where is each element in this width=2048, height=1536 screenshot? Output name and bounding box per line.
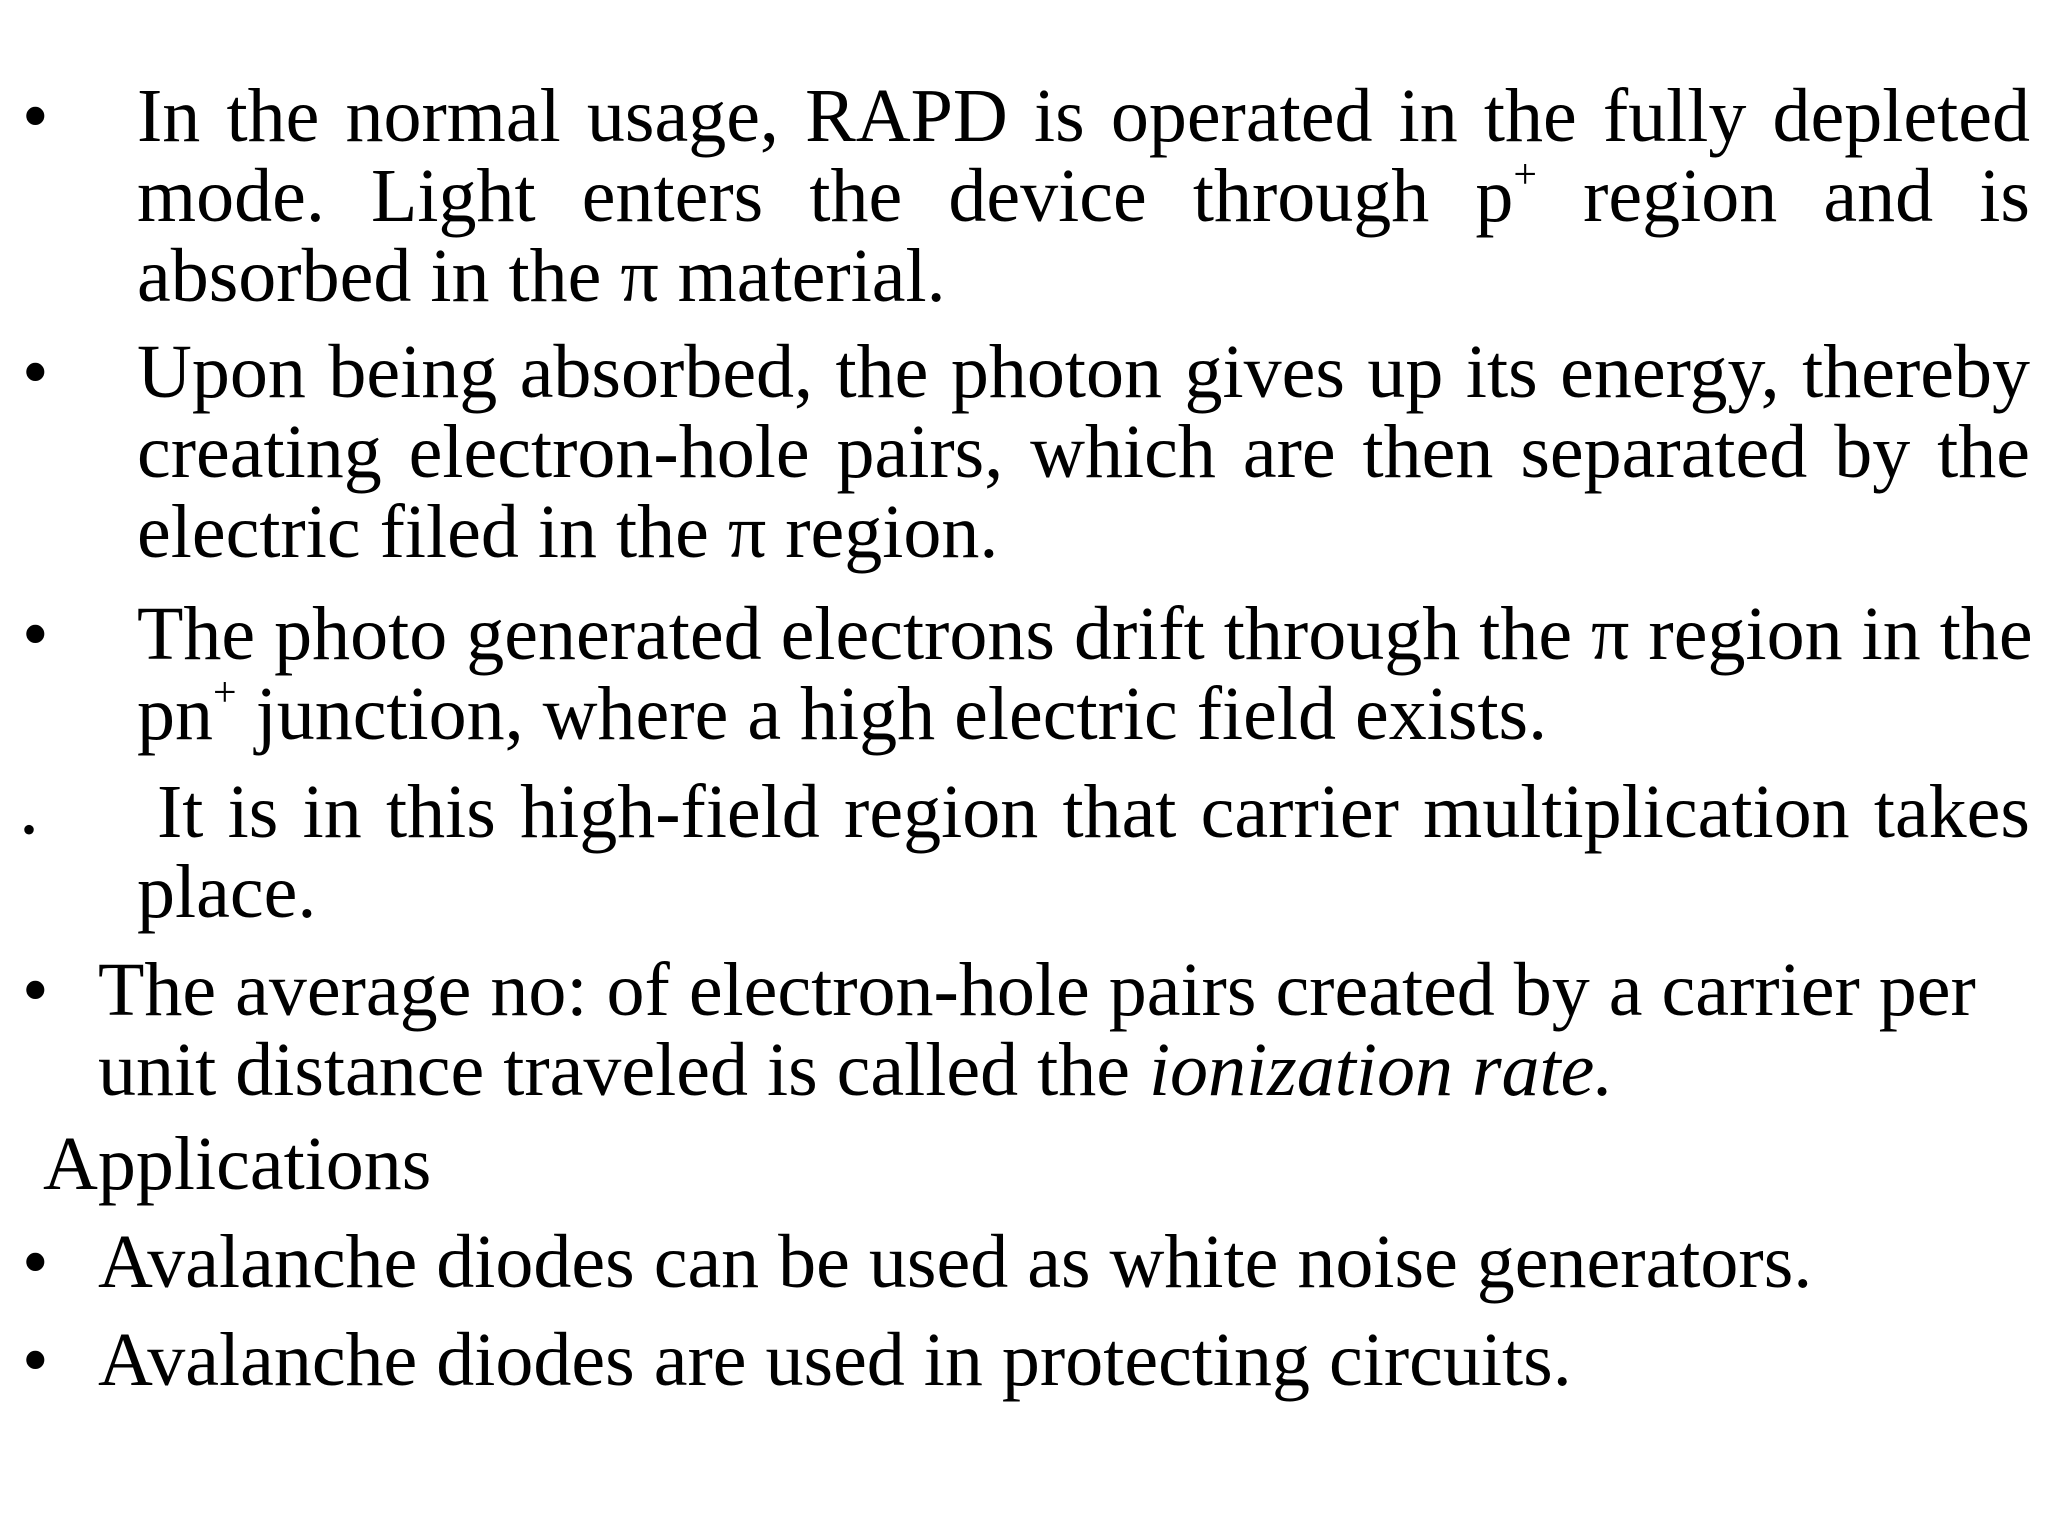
bullet-5-line-2: unit distance traveled is called the ionization rate. [98,1028,1614,1112]
bullet-1-line-3: absorbed in the π material. [137,234,946,318]
applications-heading: Applications [43,1122,432,1206]
bullet-3-line-2: pn+ junction, where a high electric field exists. [137,670,1548,756]
bullet-2-line-2: creating electron-hole pairs, which are then separated by the [137,410,2030,494]
application-item-2 [22,1320,2030,1400]
bullet-item-2 [22,332,2030,572]
bullet-item-1 [22,76,2030,316]
bullet-4-line-1: It is in this high-field region that carrier multiplication takes [157,770,2030,854]
bullet-item-5 [22,950,2030,1110]
ionization-rate-term: ionization rate. [1148,1028,1614,1112]
bullet-icon: • [22,1318,49,1402]
application-1-text: Avalanche diodes can be used as white noise generators. [98,1220,1813,1304]
bullet-2-line-3: electric filed in the π region. [137,490,999,574]
bullet-icon: • [22,807,37,852]
bullet-icon: • [22,1220,49,1304]
bullet-2-line-1: Upon being absorbed, the photon gives up its energy, thereby [137,330,2030,414]
bullet-icon: • [22,74,49,158]
application-item-1 [22,1222,2030,1302]
bullet-icon: • [22,948,49,1032]
bullet-1-line-2: mode. Light enters the device through p+ region and is [137,152,2030,238]
application-2-text: Avalanche diodes are used in protecting circuits. [98,1318,1572,1402]
bullet-icon: • [22,330,49,414]
bullet-5-line-1: The average no: of electron-hole pairs created by a carrier per [98,948,1976,1032]
bullet-item-4 [22,772,2030,932]
bullet-1-line-1: In the normal usage, RAPD is operated in the fully depleted [137,74,2030,158]
bullet-item-3 [22,592,2033,756]
bullet-4-line-2: place. [137,850,317,934]
bullet-3-line-1: The photo generated electrons drift through the π region in the [137,592,2033,676]
bullet-icon: • [22,592,49,676]
